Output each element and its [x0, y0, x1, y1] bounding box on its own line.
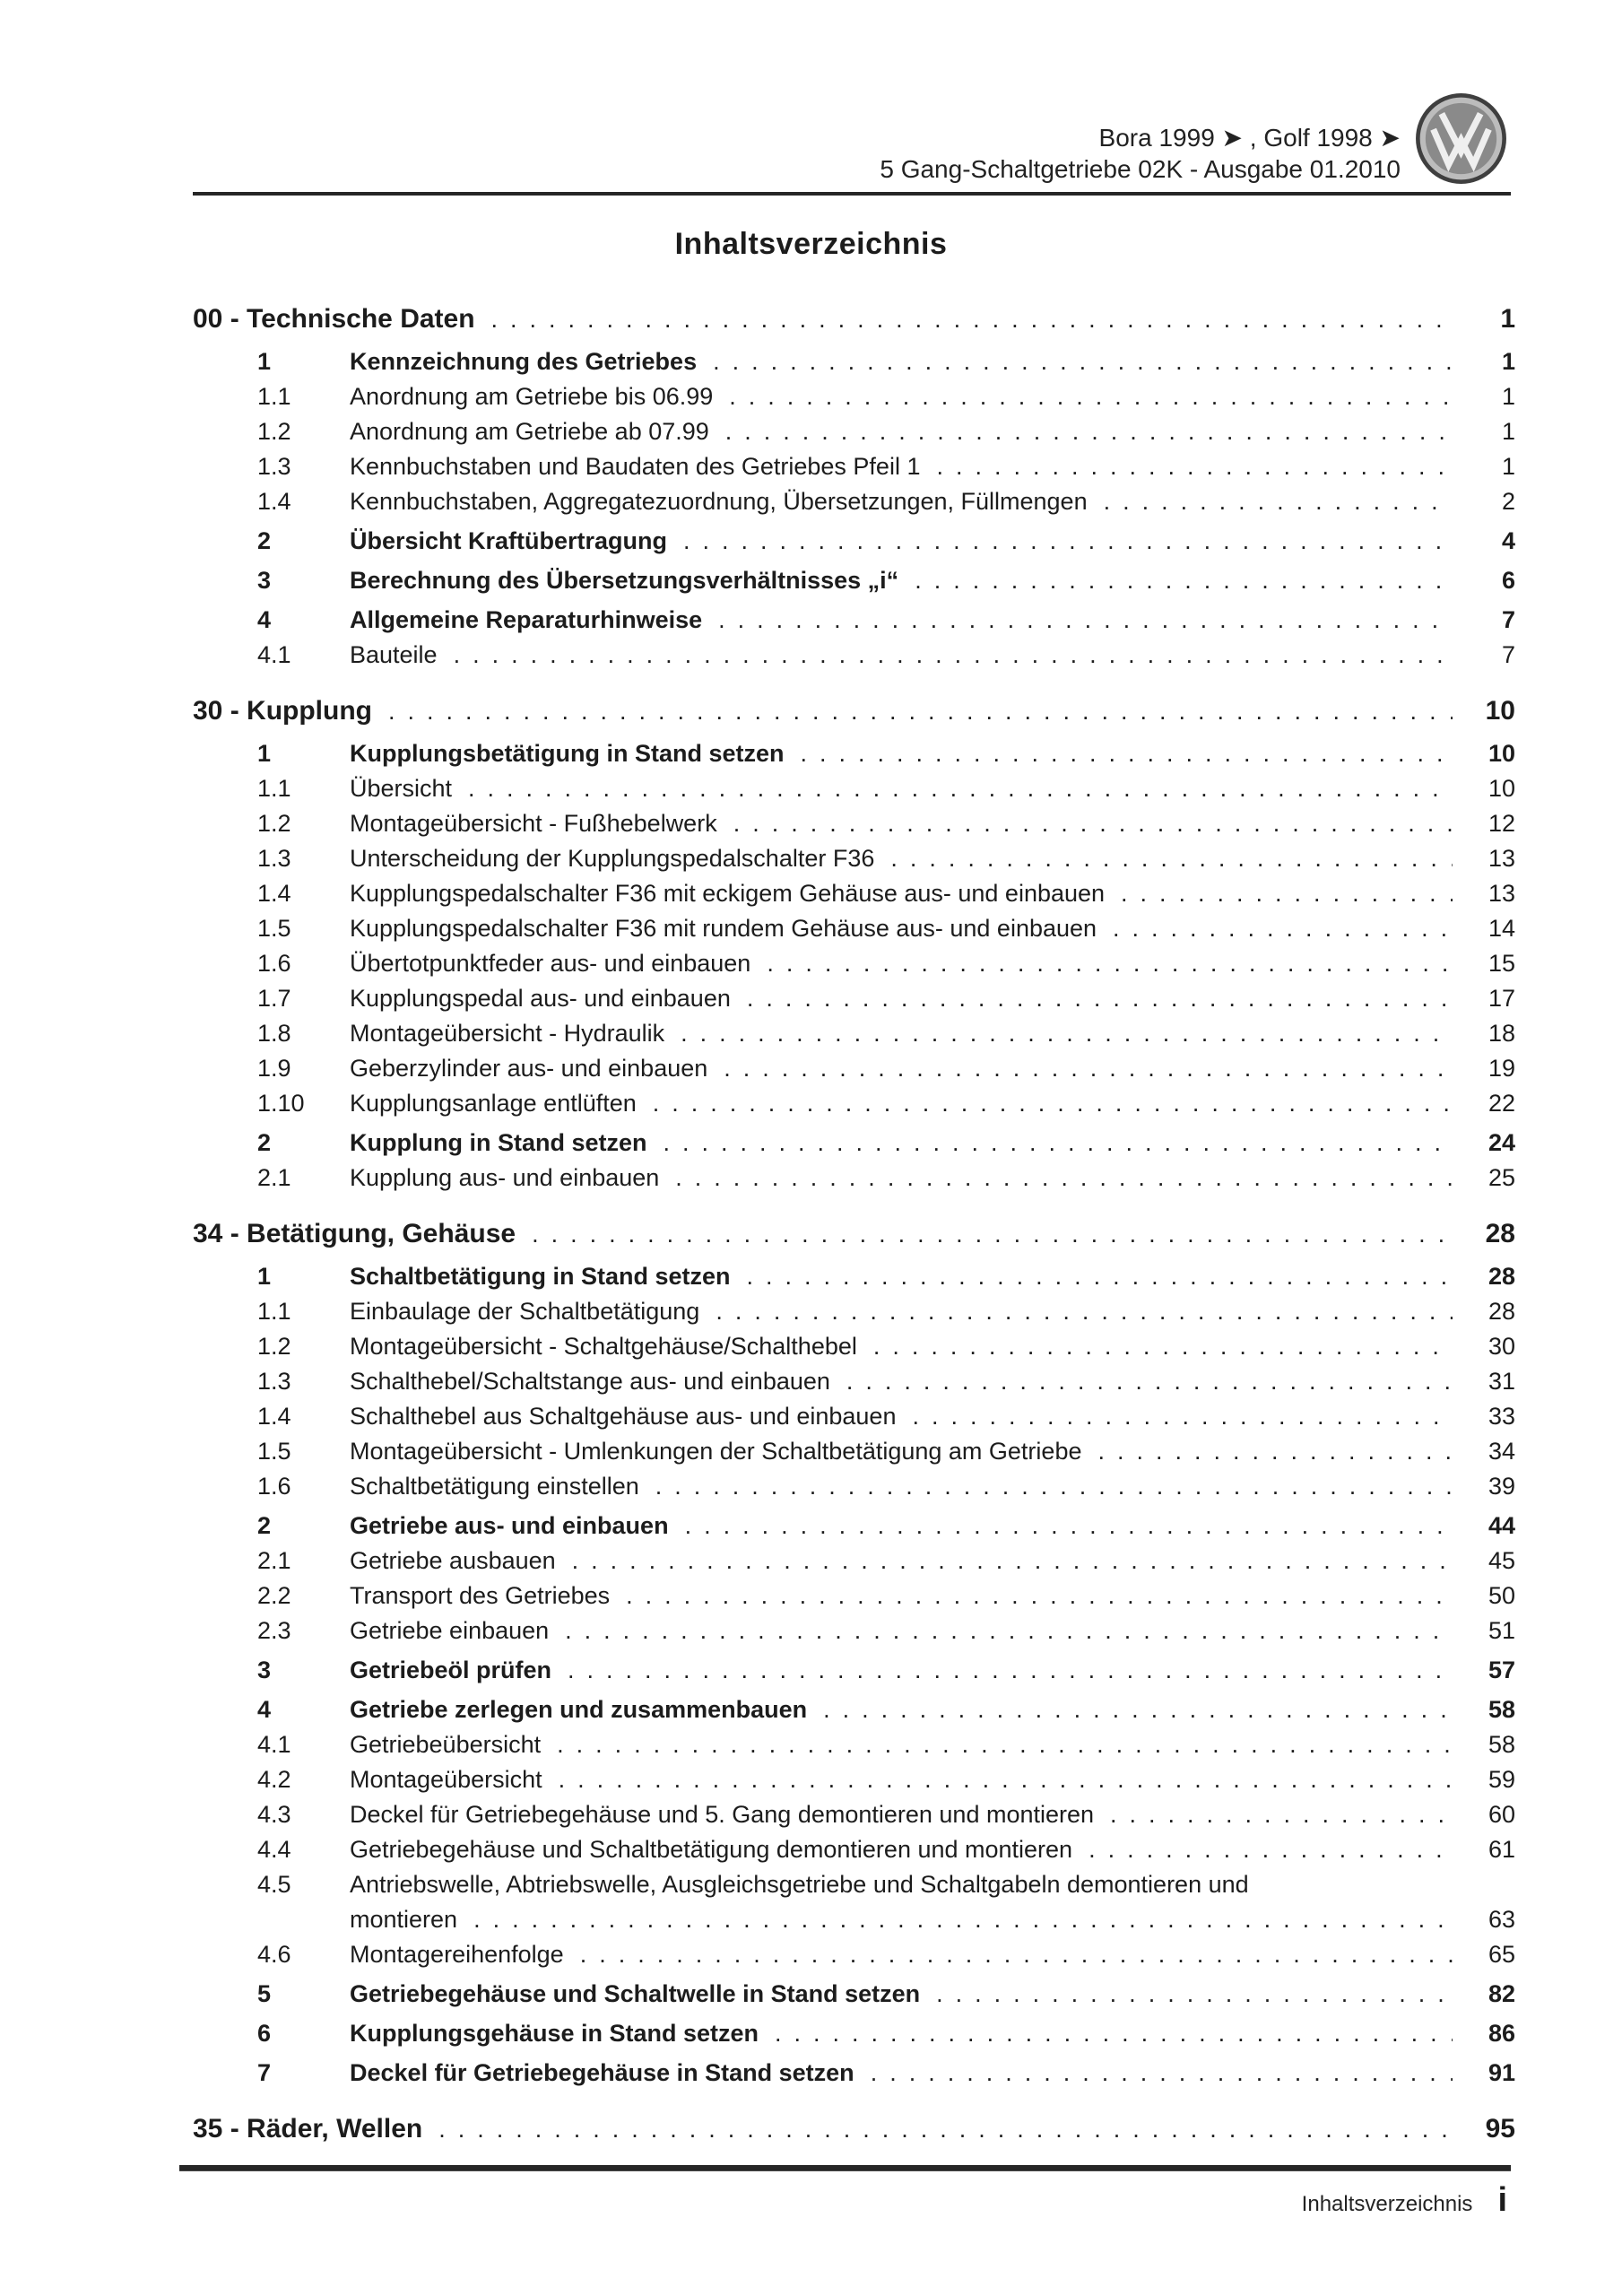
toc-entry: [193, 1399, 1515, 1434]
toc-entry: [193, 1329, 1515, 1364]
toc-entry: [193, 344, 1515, 379]
entry-page: 1: [1501, 418, 1515, 445]
entry-page: 31: [1488, 1368, 1515, 1395]
entry-title: Geberzylinder aus- und einbauen: [350, 1055, 708, 1082]
dot-leader: [468, 771, 1453, 806]
entry-page: 2: [1501, 488, 1515, 515]
toc-chapter-heading: [193, 2109, 1515, 2150]
entry-page: 44: [1488, 1512, 1515, 1539]
dot-leader: [557, 1727, 1453, 1762]
toc-chapter: [193, 299, 1515, 673]
entry-page: 19: [1488, 1055, 1515, 1082]
entry-page: 61: [1488, 1836, 1515, 1863]
entry-page: 65: [1488, 1941, 1515, 1968]
header-models: Bora 1999 ➤ , Golf 1998 ➤: [1098, 124, 1401, 152]
entry-page: 15: [1488, 950, 1515, 977]
entry-number: 1.10: [257, 1090, 305, 1117]
footer-page-number: i: [1497, 2181, 1507, 2219]
toc-entry: [193, 1161, 1515, 1196]
entry-number: 1: [257, 740, 272, 767]
entry-number: 1.6: [257, 950, 291, 977]
entry-title: Getriebegehäuse und Schaltbetätigung demontieren und montieren: [350, 1836, 1073, 1863]
entry-number: 2.2: [257, 1582, 291, 1609]
toc-entry: [193, 1867, 1515, 1902]
entry-page: 51: [1488, 1617, 1515, 1644]
entry-number: 1.1: [257, 1298, 291, 1325]
toc-entry: [193, 449, 1515, 484]
entry-page: 39: [1488, 1473, 1515, 1500]
entry-page: 14: [1488, 915, 1515, 942]
toc-entry: [193, 1977, 1515, 2012]
entry-title: Getriebeübersicht: [350, 1731, 542, 1758]
entry-page: 12: [1488, 810, 1515, 837]
entry-number: 4.3: [257, 1801, 291, 1828]
entry-title: Schalthebel aus Schaltgehäuse aus- und einbauen: [350, 1403, 897, 1430]
entry-title: montieren: [350, 1906, 458, 1933]
toc-entry: [193, 1797, 1515, 1832]
entry-page: 58: [1488, 1696, 1515, 1723]
toc-entry: [193, 1653, 1515, 1688]
entry-page: 50: [1488, 1582, 1515, 1609]
dot-leader: [729, 379, 1453, 414]
entry-title: Antriebswelle, Abtriebswelle, Ausgleichsgetriebe und Schaltgabeln demontieren und: [350, 1871, 1249, 1898]
dot-leader: [653, 1086, 1453, 1121]
entry-page: 10: [1488, 775, 1515, 802]
entry-number: 1.1: [257, 383, 291, 410]
entry-number: 1.6: [257, 1473, 291, 1500]
dot-leader: [685, 1509, 1453, 1544]
entry-page: 25: [1488, 1164, 1515, 1191]
entry-title: Unterscheidung der Kupplungspedalschalter F36: [350, 845, 875, 872]
dot-leader: [655, 1469, 1453, 1504]
toc-entry: [193, 2056, 1515, 2091]
dot-leader: [871, 2056, 1453, 2091]
toc-entry: [193, 806, 1515, 841]
dot-leader: [683, 524, 1453, 559]
dot-leader: [1097, 1434, 1453, 1469]
entry-number: 1.3: [257, 845, 291, 872]
entry-page: 4: [1501, 527, 1515, 554]
entry-number: 4.5: [257, 1871, 291, 1898]
toc-entry: [193, 524, 1515, 559]
chapter-title: 30 - Kupplung: [193, 696, 372, 726]
entry-number: 2.1: [257, 1164, 291, 1191]
entry-number: 1.7: [257, 985, 291, 1012]
entry-page: 82: [1488, 1980, 1515, 2007]
toc-entry: [193, 1434, 1515, 1469]
dot-leader: [775, 2016, 1453, 2051]
toc: [193, 299, 1515, 2150]
toc-entry: [193, 1762, 1515, 1797]
page-footer: [1302, 2181, 1507, 2220]
entry-page: 57: [1488, 1657, 1515, 1683]
entry-title: Getriebe ausbauen: [350, 1547, 556, 1574]
entry-title: Deckel für Getriebegehäuse in Stand setzen: [350, 2059, 854, 2086]
entry-number: 2: [257, 1129, 272, 1156]
entry-number: 6: [257, 2020, 272, 2047]
footer-rule: [179, 2165, 1511, 2171]
entry-title: Anordnung am Getriebe bis 06.99: [350, 383, 714, 410]
dot-leader: [438, 2109, 1453, 2150]
dot-leader: [681, 1016, 1453, 1051]
entry-title: Kupplung aus- und einbauen: [350, 1164, 660, 1191]
entry-number: 4.4: [257, 1836, 291, 1863]
dot-leader: [747, 981, 1453, 1016]
toc-entry: [193, 638, 1515, 673]
dot-leader: [800, 736, 1453, 771]
entry-number: 1.4: [257, 488, 291, 515]
entry-title: Berechnung des Übersetzungsverhältnisses „i“: [350, 567, 899, 594]
entry-title: Kupplungsbetätigung in Stand setzen: [350, 740, 785, 767]
entry-title: Montagereihenfolge: [350, 1941, 564, 1968]
entry-page: 6: [1501, 567, 1515, 594]
toc-entry: [193, 1364, 1515, 1399]
chapter-page: 28: [1485, 1219, 1515, 1248]
toc-entry: [193, 1086, 1515, 1121]
toc-entry: [193, 1727, 1515, 1762]
entry-page: 59: [1488, 1766, 1515, 1793]
entry-title: Anordnung am Getriebe ab 07.99: [350, 418, 709, 445]
toc-entry: [193, 1544, 1515, 1578]
entry-title: Kupplung in Stand setzen: [350, 1129, 647, 1156]
entry-number: 1: [257, 1263, 272, 1290]
toc-entry: [193, 414, 1515, 449]
header-subtitle: 5 Gang-Schaltgetriebe 02K - Ausgabe 01.2010: [880, 155, 1401, 183]
dot-leader: [733, 806, 1453, 841]
entry-title: Montageübersicht: [350, 1766, 542, 1793]
entry-number: 3: [257, 567, 272, 594]
entry-number: 1.8: [257, 1020, 291, 1047]
entry-title: Bauteile: [350, 641, 438, 668]
toc-entry: [193, 1259, 1515, 1294]
entry-number: 1.2: [257, 418, 291, 445]
entry-page: 10: [1488, 740, 1515, 767]
toc-entry: [193, 841, 1515, 876]
entry-number: 3: [257, 1657, 272, 1683]
entry-page: 1: [1501, 383, 1515, 410]
entry-page: 13: [1488, 880, 1515, 907]
toc-entry: [193, 1016, 1515, 1051]
entry-title: Deckel für Getriebegehäuse und 5. Gang demontieren und montieren: [350, 1801, 1095, 1828]
dot-leader: [1110, 1797, 1453, 1832]
toc-entry: [193, 1692, 1515, 1727]
toc-entry: [193, 946, 1515, 981]
dot-leader: [725, 414, 1453, 449]
entry-title: Einbaulage der Schaltbetätigung: [350, 1298, 700, 1325]
entry-page: 17: [1488, 985, 1515, 1012]
dot-leader: [388, 691, 1453, 732]
toc-chapter-heading: [193, 691, 1515, 732]
toc-entry: [193, 771, 1515, 806]
entry-page: 86: [1488, 2020, 1515, 2047]
entry-page: 58: [1488, 1731, 1515, 1758]
entry-page: 33: [1488, 1403, 1515, 1430]
toc-entry-continuation: [193, 1902, 1515, 1937]
dot-leader: [936, 1977, 1453, 2012]
entry-page: 28: [1488, 1298, 1515, 1325]
dot-leader: [572, 1544, 1453, 1578]
dot-leader: [1113, 911, 1453, 946]
dot-leader: [846, 1364, 1453, 1399]
dot-leader: [1121, 876, 1453, 911]
dot-leader: [718, 603, 1453, 638]
entry-page: 28: [1488, 1263, 1515, 1290]
toc-chapter: [193, 1213, 1515, 2091]
toc-entry: [193, 1832, 1515, 1867]
entry-title: Kupplungspedalschalter F36 mit eckigem Gehäuse aus- und einbauen: [350, 880, 1106, 907]
content-area: [193, 0, 1515, 2150]
entry-title: Getriebeöl prüfen: [350, 1657, 552, 1683]
dot-leader: [767, 946, 1453, 981]
entry-title: Kennzeichnung des Getriebes: [350, 348, 698, 375]
entry-number: 2.3: [257, 1617, 291, 1644]
toc-entry: [193, 563, 1515, 598]
toc-entry: [193, 1051, 1515, 1086]
dot-leader: [713, 344, 1453, 379]
entry-title: Kupplungsanlage entlüften: [350, 1090, 637, 1117]
toc-entry: [193, 1294, 1515, 1329]
dot-leader: [580, 1937, 1453, 1972]
toc-chapter: [193, 2109, 1515, 2150]
entry-number: 4.1: [257, 1731, 291, 1758]
entry-title: Montageübersicht - Umlenkungen der Schaltbetätigung am Getriebe: [350, 1438, 1082, 1465]
toc-entry: [193, 379, 1515, 414]
entry-page: 13: [1488, 845, 1515, 872]
entry-page: 34: [1488, 1438, 1515, 1465]
chapter-page: 95: [1485, 2114, 1515, 2144]
dot-leader: [936, 449, 1453, 484]
entry-title: Kupplungspedal aus- und einbauen: [350, 985, 731, 1012]
entry-number: 1.5: [257, 915, 291, 942]
dot-leader: [473, 1902, 1453, 1937]
entry-title: Kennbuchstaben und Baudaten des Getriebes Pfeil 1: [350, 453, 921, 480]
entry-number: 4: [257, 606, 272, 633]
entry-page: 18: [1488, 1020, 1515, 1047]
entry-number: 2: [257, 527, 272, 554]
toc-chapter: [193, 691, 1515, 1196]
chapter-title: 00 - Technische Daten: [193, 304, 475, 334]
toc-entry: [193, 1937, 1515, 1972]
chapter-title: 34 - Betätigung, Gehäuse: [193, 1219, 516, 1248]
entry-number: 1.4: [257, 1403, 291, 1430]
chapter-title: 35 - Räder, Wellen: [193, 2114, 423, 2144]
entry-number: 1.2: [257, 1333, 291, 1360]
chapter-page: 1: [1500, 304, 1515, 334]
footer-label: Inhaltsverzeichnis: [1301, 2192, 1473, 2216]
entry-page: 91: [1488, 2059, 1515, 2086]
dot-leader: [873, 1329, 1453, 1364]
dot-leader: [626, 1578, 1453, 1613]
entry-page: 63: [1488, 1906, 1515, 1933]
chapter-page: 10: [1485, 696, 1515, 726]
entry-number: 4.6: [257, 1941, 291, 1968]
toc-entry: [193, 1126, 1515, 1161]
entry-title: Übersicht: [350, 775, 453, 802]
entry-number: 2: [257, 1512, 272, 1539]
entry-title: Schaltbetätigung in Stand setzen: [350, 1263, 731, 1290]
toc-entry: [193, 981, 1515, 1016]
entry-number: 2.1: [257, 1547, 291, 1574]
entry-title: Transport des Getriebes: [350, 1582, 611, 1609]
entry-number: 4: [257, 1696, 272, 1723]
dot-leader: [747, 1259, 1453, 1294]
entry-title: Übertotpunktfeder aus- und einbauen: [350, 950, 751, 977]
dot-leader: [491, 299, 1453, 340]
entry-number: 1.9: [257, 1055, 291, 1082]
entry-number: 7: [257, 2059, 272, 2086]
toc-entry: [193, 1469, 1515, 1504]
entry-number: 1: [257, 348, 272, 375]
entry-number: 1.3: [257, 453, 291, 480]
entry-page: 7: [1501, 606, 1515, 633]
entry-title: Montageübersicht - Schaltgehäuse/Schalthebel: [350, 1333, 857, 1360]
toc-entry: [193, 1509, 1515, 1544]
dot-leader: [823, 1692, 1453, 1727]
dot-leader: [559, 1762, 1453, 1797]
toc-entry: [193, 876, 1515, 911]
toc-entry: [193, 1578, 1515, 1613]
dot-leader: [664, 1126, 1453, 1161]
entry-title: Allgemeine Reparaturhinweise: [350, 606, 703, 633]
entry-page: 60: [1488, 1801, 1515, 1828]
dot-leader: [454, 638, 1453, 673]
entry-number: 1.5: [257, 1438, 291, 1465]
dot-leader: [565, 1613, 1453, 1648]
entry-title: Schalthebel/Schaltstange aus- und einbauen: [350, 1368, 830, 1395]
toc-entry: [193, 2016, 1515, 2051]
entry-number: 5: [257, 1980, 272, 2007]
entry-page: 7: [1501, 641, 1515, 668]
dot-leader: [568, 1653, 1453, 1688]
dot-leader: [716, 1294, 1453, 1329]
entry-page: 1: [1501, 348, 1515, 375]
entry-number: 1.4: [257, 880, 291, 907]
dot-leader: [912, 1399, 1453, 1434]
entry-title: Kupplungspedalschalter F36 mit rundem Gehäuse aus- und einbauen: [350, 915, 1097, 942]
entry-title: Kupplungsgehäuse in Stand setzen: [350, 2020, 759, 2047]
toc-entry: [193, 911, 1515, 946]
dot-leader: [675, 1161, 1453, 1196]
entry-page: 45: [1488, 1547, 1515, 1574]
entry-page: 1: [1501, 453, 1515, 480]
entry-title: Getriebe zerlegen und zusammenbauen: [350, 1696, 808, 1723]
dot-leader: [724, 1051, 1453, 1086]
entry-title: Montageübersicht - Fußhebelwerk: [350, 810, 717, 837]
entry-number: 1.1: [257, 775, 291, 802]
entry-page: 24: [1488, 1129, 1515, 1156]
entry-number: 4.2: [257, 1766, 291, 1793]
entry-page: 30: [1488, 1333, 1515, 1360]
toc-entry: [193, 1613, 1515, 1648]
toc-entry: [193, 603, 1515, 638]
entry-title: Montageübersicht - Hydraulik: [350, 1020, 665, 1047]
entry-number: 4.1: [257, 641, 291, 668]
dot-leader: [890, 841, 1453, 876]
dot-leader: [1089, 1832, 1453, 1867]
entry-page: 22: [1488, 1090, 1515, 1117]
toc-entry: [193, 484, 1515, 519]
toc-chapter-heading: [193, 299, 1515, 340]
dot-leader: [915, 563, 1453, 598]
toc-chapter-heading: [193, 1213, 1515, 1255]
entry-title: Übersicht Kraftübertragung: [350, 527, 668, 554]
entry-title: Getriebe einbauen: [350, 1617, 550, 1644]
entry-number: 1.2: [257, 810, 291, 837]
entry-title: Kennbuchstaben, Aggregatezuordnung, Übersetzungen, Füllmengen: [350, 488, 1088, 515]
dot-leader: [1104, 484, 1453, 519]
entry-title: Schaltbetätigung einstellen: [350, 1473, 639, 1500]
entry-title: Getriebegehäuse und Schaltwelle in Stand setzen: [350, 1980, 921, 2007]
dot-leader: [532, 1213, 1453, 1255]
entry-number: 1.3: [257, 1368, 291, 1395]
page-title: Inhaltsverzeichnis: [674, 227, 948, 261]
entry-title: Getriebe aus- und einbauen: [350, 1512, 669, 1539]
toc-entry: [193, 736, 1515, 771]
